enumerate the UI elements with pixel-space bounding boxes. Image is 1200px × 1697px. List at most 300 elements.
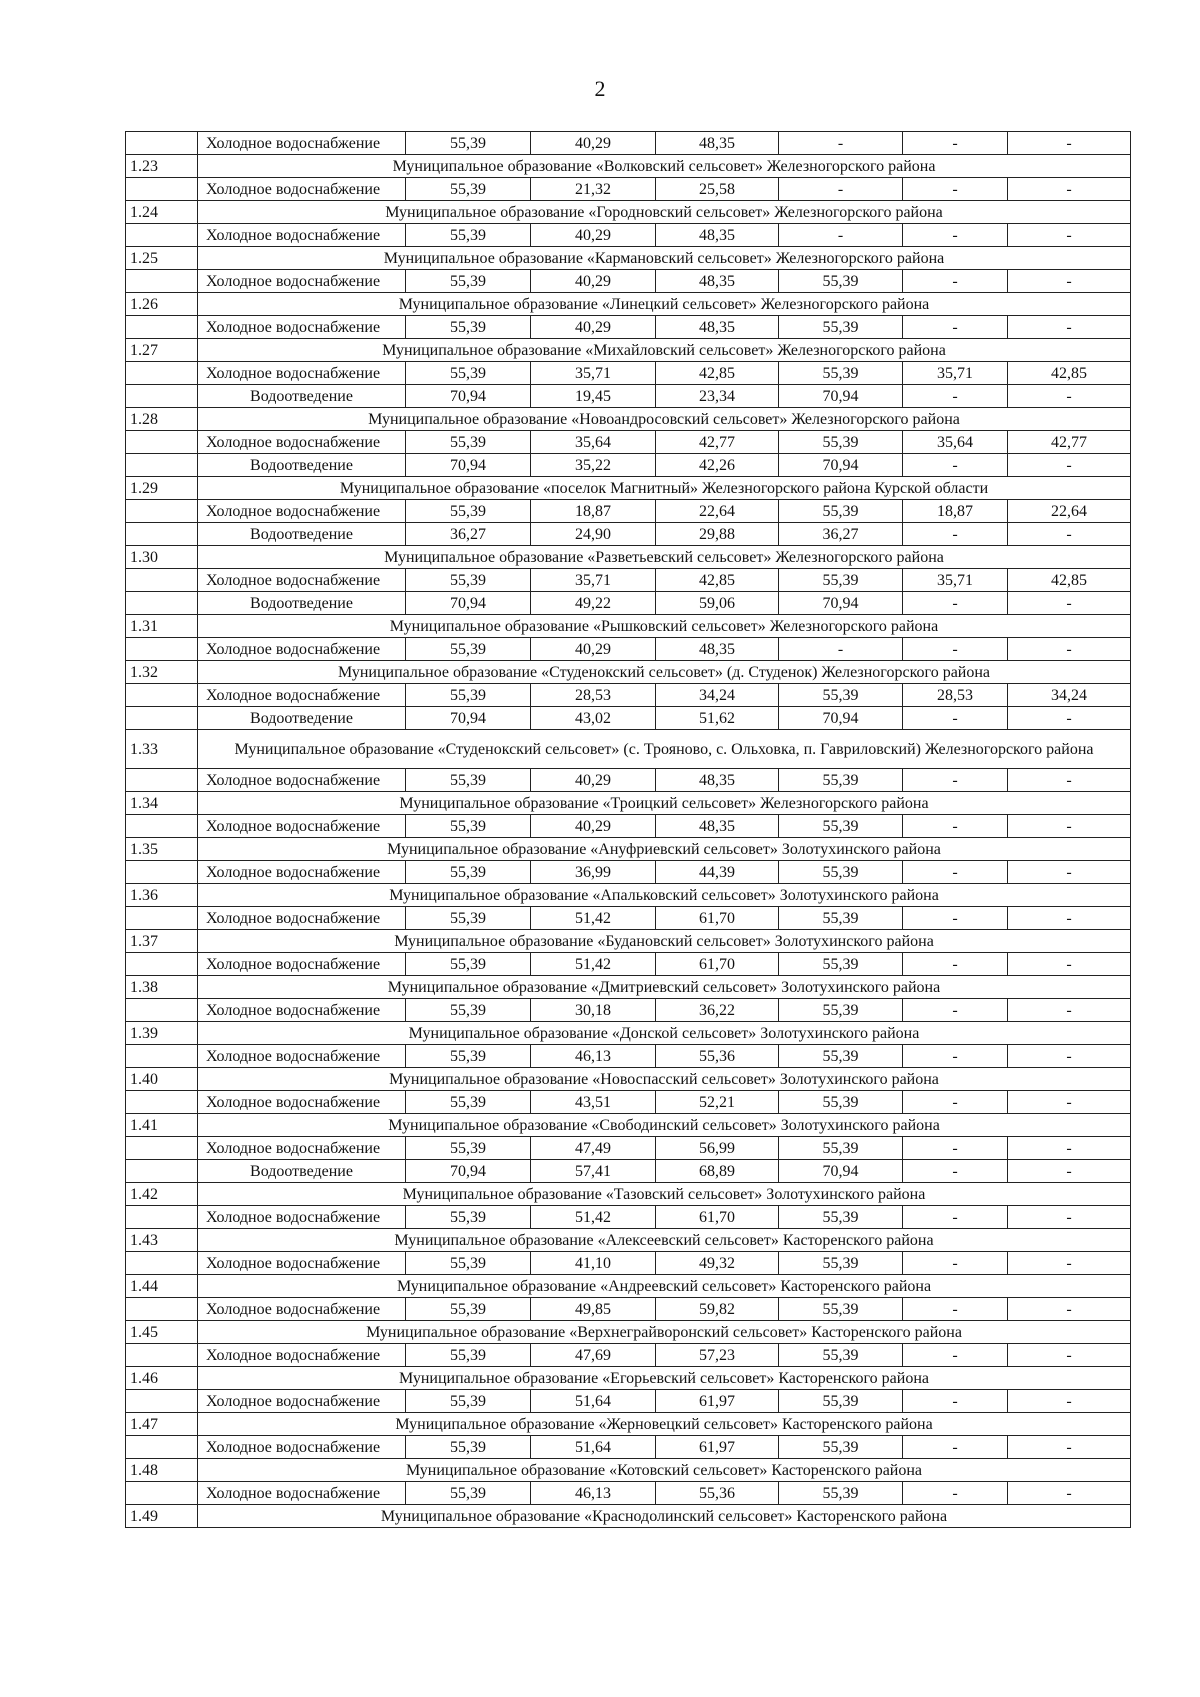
item-number: 1.40 — [126, 1068, 198, 1091]
item-number: 1.26 — [126, 293, 198, 316]
tariff-value: 55,39 — [779, 270, 903, 293]
tariff-value: 42,85 — [1008, 362, 1131, 385]
empty-number-cell — [126, 178, 198, 201]
municipality-name: Муниципальное образование «Городновский сельсовет» Железногорского района — [198, 201, 1131, 224]
tariff-value: - — [903, 385, 1008, 408]
tariff-value: - — [903, 454, 1008, 477]
tariff-value: 36,27 — [406, 523, 531, 546]
tariff-value: - — [903, 1390, 1008, 1413]
item-number: 1.46 — [126, 1367, 198, 1390]
tariff-value: - — [903, 1137, 1008, 1160]
empty-number-cell — [126, 707, 198, 730]
tariff-value: 55,39 — [406, 316, 531, 339]
municipality-name: Муниципальное образование «Михайловский сельсовет» Железногорского района — [198, 339, 1131, 362]
tariff-value: 55,39 — [406, 362, 531, 385]
empty-number-cell — [126, 431, 198, 454]
empty-number-cell — [126, 454, 198, 477]
tariff-value: 46,13 — [531, 1045, 656, 1068]
service-name: Холодное водоснабжение — [198, 684, 406, 707]
tariff-value: 61,70 — [656, 1206, 779, 1229]
tariff-value: 70,94 — [779, 385, 903, 408]
tariff-value: - — [1008, 815, 1131, 838]
tariff-value: 34,24 — [656, 684, 779, 707]
municipality-name: Муниципальное образование «Андреевский сельсовет» Касторенского района — [198, 1275, 1131, 1298]
municipality-name: Муниципальное образование «Волковский сельсовет» Железногорского района — [198, 155, 1131, 178]
service-name: Холодное водоснабжение — [198, 431, 406, 454]
empty-number-cell — [126, 1045, 198, 1068]
item-number: 1.34 — [126, 792, 198, 815]
tariff-value: 70,94 — [406, 385, 531, 408]
tariff-value: 55,39 — [779, 500, 903, 523]
tariff-value: - — [903, 1344, 1008, 1367]
item-number: 1.43 — [126, 1229, 198, 1252]
tariff-value: 42,85 — [656, 569, 779, 592]
empty-number-cell — [126, 132, 198, 155]
service-name: Холодное водоснабжение — [198, 1298, 406, 1321]
tariff-value: - — [903, 815, 1008, 838]
tariff-value: 55,39 — [406, 1482, 531, 1505]
tariff-value: 55,39 — [406, 1137, 531, 1160]
service-name: Холодное водоснабжение — [198, 1045, 406, 1068]
tariff-value: 51,42 — [531, 1206, 656, 1229]
tariff-value: - — [1008, 385, 1131, 408]
municipality-name: Муниципальное образование «Новоспасский сельсовет» Золотухинского района — [198, 1068, 1131, 1091]
municipality-name: Муниципальное образование «Жерновецкий сельсовет» Касторенского района — [198, 1413, 1131, 1436]
item-number: 1.29 — [126, 477, 198, 500]
tariff-value: 55,39 — [779, 815, 903, 838]
service-row — [126, 270, 1131, 293]
tariff-value: 70,94 — [779, 454, 903, 477]
municipality-name: Муниципальное образование «Апальковский сельсовет» Золотухинского района — [198, 884, 1131, 907]
service-row — [126, 815, 1131, 838]
service-row — [126, 769, 1131, 792]
tariff-value: - — [903, 769, 1008, 792]
tariff-value: 34,24 — [1008, 684, 1131, 707]
tariff-value: 49,22 — [531, 592, 656, 615]
tariff-value: - — [1008, 224, 1131, 247]
municipality-row — [126, 1229, 1131, 1252]
tariff-value: 55,39 — [406, 1045, 531, 1068]
tariff-value: 48,35 — [656, 316, 779, 339]
service-name: Холодное водоснабжение — [198, 1436, 406, 1459]
municipality-name: Муниципальное образование «Дмитриевский сельсовет» Золотухинского района — [198, 976, 1131, 999]
service-name: Холодное водоснабжение — [198, 569, 406, 592]
service-name: Холодное водоснабжение — [198, 132, 406, 155]
tariff-value: 35,71 — [903, 362, 1008, 385]
empty-number-cell — [126, 1390, 198, 1413]
tariff-value: 49,32 — [656, 1252, 779, 1275]
tariff-value: 51,42 — [531, 953, 656, 976]
service-name: Холодное водоснабжение — [198, 178, 406, 201]
empty-number-cell — [126, 815, 198, 838]
tariff-value: 35,22 — [531, 454, 656, 477]
service-name: Холодное водоснабжение — [198, 224, 406, 247]
service-row — [126, 638, 1131, 661]
municipality-row — [126, 293, 1131, 316]
service-row — [126, 454, 1131, 477]
tariff-value: - — [903, 907, 1008, 930]
service-row — [126, 1045, 1131, 1068]
empty-number-cell — [126, 1160, 198, 1183]
municipality-row — [126, 1321, 1131, 1344]
tariff-value: 19,45 — [531, 385, 656, 408]
tariff-value: 35,64 — [531, 431, 656, 454]
tariff-value: - — [1008, 769, 1131, 792]
tariff-value: - — [1008, 316, 1131, 339]
municipality-row — [126, 730, 1131, 769]
item-number: 1.32 — [126, 661, 198, 684]
tariff-value: 55,36 — [656, 1045, 779, 1068]
tariff-value: 55,39 — [779, 1252, 903, 1275]
tariff-value: 55,39 — [406, 638, 531, 661]
tariff-value: 51,42 — [531, 907, 656, 930]
empty-number-cell — [126, 907, 198, 930]
tariff-value: 51,64 — [531, 1436, 656, 1459]
tariff-value: 46,13 — [531, 1482, 656, 1505]
tariff-value: - — [903, 1206, 1008, 1229]
empty-number-cell — [126, 1206, 198, 1229]
empty-number-cell — [126, 500, 198, 523]
empty-number-cell — [126, 1298, 198, 1321]
tariff-value: - — [903, 999, 1008, 1022]
service-name: Холодное водоснабжение — [198, 1206, 406, 1229]
service-name: Холодное водоснабжение — [198, 953, 406, 976]
tariff-value: 42,77 — [1008, 431, 1131, 454]
tariff-value: 55,39 — [779, 1206, 903, 1229]
tariff-value: 35,71 — [531, 362, 656, 385]
service-name: Холодное водоснабжение — [198, 815, 406, 838]
tariff-value: 55,39 — [406, 500, 531, 523]
item-number: 1.33 — [126, 730, 198, 769]
service-row — [126, 385, 1131, 408]
municipality-row — [126, 1114, 1131, 1137]
tariff-table — [125, 131, 1131, 1528]
municipality-row — [126, 792, 1131, 815]
tariff-value: 43,02 — [531, 707, 656, 730]
tariff-value: 36,99 — [531, 861, 656, 884]
tariff-value: 55,39 — [406, 1206, 531, 1229]
tariff-value: 18,87 — [903, 500, 1008, 523]
service-name: Холодное водоснабжение — [198, 1482, 406, 1505]
municipality-name: Муниципальное образование «Котовский сельсовет» Касторенского района — [198, 1459, 1131, 1482]
tariff-value: - — [903, 1160, 1008, 1183]
tariff-value: - — [903, 224, 1008, 247]
tariff-value: 55,39 — [779, 1344, 903, 1367]
tariff-value: 55,39 — [406, 1344, 531, 1367]
municipality-name: Муниципальное образование «Свободинский сельсовет» Золотухинского района — [198, 1114, 1131, 1137]
municipality-name: Муниципальное образование «Будановский сельсовет» Золотухинского района — [198, 930, 1131, 953]
tariff-value: 55,39 — [779, 1091, 903, 1114]
tariff-value: 59,82 — [656, 1298, 779, 1321]
tariff-value: - — [903, 1045, 1008, 1068]
tariff-value: 48,35 — [656, 224, 779, 247]
tariff-value: - — [1008, 707, 1131, 730]
service-name: Холодное водоснабжение — [198, 769, 406, 792]
tariff-value: 35,71 — [531, 569, 656, 592]
service-row — [126, 1436, 1131, 1459]
service-name: Водоотведение — [198, 523, 406, 546]
tariff-value: 61,97 — [656, 1390, 779, 1413]
municipality-row — [126, 201, 1131, 224]
tariff-value: 41,10 — [531, 1252, 656, 1275]
empty-number-cell — [126, 769, 198, 792]
tariff-value: 48,35 — [656, 638, 779, 661]
tariff-value: 55,39 — [779, 362, 903, 385]
item-number: 1.23 — [126, 155, 198, 178]
municipality-name: Муниципальное образование «Алексеевский сельсовет» Касторенского района — [198, 1229, 1131, 1252]
service-name: Холодное водоснабжение — [198, 316, 406, 339]
tariff-value: 48,35 — [656, 769, 779, 792]
service-row — [126, 907, 1131, 930]
tariff-value: 70,94 — [406, 1160, 531, 1183]
tariff-value: - — [903, 638, 1008, 661]
service-row — [126, 1160, 1131, 1183]
tariff-value: 55,39 — [406, 907, 531, 930]
item-number: 1.41 — [126, 1114, 198, 1137]
tariff-value: - — [903, 270, 1008, 293]
empty-number-cell — [126, 1091, 198, 1114]
tariff-value: 51,64 — [531, 1390, 656, 1413]
tariff-value: 70,94 — [406, 454, 531, 477]
municipality-row — [126, 930, 1131, 953]
tariff-value: 55,39 — [406, 1436, 531, 1459]
item-number: 1.38 — [126, 976, 198, 999]
municipality-name: Муниципальное образование «Верхнеграйворонский сельсовет» Касторенского района — [198, 1321, 1131, 1344]
tariff-value: 36,22 — [656, 999, 779, 1022]
tariff-value: 42,85 — [1008, 569, 1131, 592]
service-name: Холодное водоснабжение — [198, 1390, 406, 1413]
tariff-value: 55,39 — [779, 316, 903, 339]
tariff-value: 49,85 — [531, 1298, 656, 1321]
tariff-value: 55,39 — [779, 684, 903, 707]
service-row — [126, 1091, 1131, 1114]
municipality-row — [126, 884, 1131, 907]
tariff-value: - — [1008, 454, 1131, 477]
tariff-value: 55,39 — [779, 907, 903, 930]
item-number: 1.36 — [126, 884, 198, 907]
tariff-value: 42,26 — [656, 454, 779, 477]
empty-number-cell — [126, 1252, 198, 1275]
tariff-value: 47,49 — [531, 1137, 656, 1160]
tariff-value: 29,88 — [656, 523, 779, 546]
empty-number-cell — [126, 224, 198, 247]
municipality-name: Муниципальное образование «Новоандросовский сельсовет» Железногорского района — [198, 408, 1131, 431]
tariff-value: - — [903, 953, 1008, 976]
tariff-value: 23,34 — [656, 385, 779, 408]
municipality-row — [126, 339, 1131, 362]
empty-number-cell — [126, 1482, 198, 1505]
tariff-value: 40,29 — [531, 638, 656, 661]
service-name: Водоотведение — [198, 385, 406, 408]
tariff-value: 55,39 — [406, 270, 531, 293]
service-name: Холодное водоснабжение — [198, 362, 406, 385]
service-row — [126, 953, 1131, 976]
tariff-value: 70,94 — [406, 592, 531, 615]
tariff-value: 55,39 — [406, 999, 531, 1022]
tariff-value: 18,87 — [531, 500, 656, 523]
tariff-value: - — [903, 1436, 1008, 1459]
service-row — [126, 500, 1131, 523]
tariff-value: 48,35 — [656, 270, 779, 293]
tariff-value: 70,94 — [779, 707, 903, 730]
municipality-row — [126, 155, 1131, 178]
tariff-value: - — [1008, 592, 1131, 615]
tariff-value: - — [1008, 953, 1131, 976]
tariff-value: 68,89 — [656, 1160, 779, 1183]
service-row — [126, 999, 1131, 1022]
tariff-value: - — [903, 178, 1008, 201]
tariff-value: 55,39 — [406, 178, 531, 201]
empty-number-cell — [126, 316, 198, 339]
service-row — [126, 569, 1131, 592]
tariff-value: - — [1008, 1482, 1131, 1505]
item-number: 1.30 — [126, 546, 198, 569]
municipality-name: Муниципальное образование «поселок Магнитный» Железногорского района Курской области — [198, 477, 1131, 500]
service-row — [126, 431, 1131, 454]
tariff-value: 40,29 — [531, 769, 656, 792]
tariff-value: 55,39 — [406, 684, 531, 707]
empty-number-cell — [126, 638, 198, 661]
empty-number-cell — [126, 569, 198, 592]
item-number: 1.48 — [126, 1459, 198, 1482]
tariff-value: - — [903, 1482, 1008, 1505]
municipality-row — [126, 1505, 1131, 1528]
service-row — [126, 316, 1131, 339]
tariff-value: 55,39 — [406, 224, 531, 247]
municipality-name: Муниципальное образование «Разветьевский сельсовет» Железногорского района — [198, 546, 1131, 569]
tariff-value: - — [1008, 1091, 1131, 1114]
service-row — [126, 523, 1131, 546]
tariff-value: 61,70 — [656, 953, 779, 976]
empty-number-cell — [126, 684, 198, 707]
empty-number-cell — [126, 270, 198, 293]
service-row — [126, 224, 1131, 247]
empty-number-cell — [126, 861, 198, 884]
tariff-value: 55,39 — [779, 953, 903, 976]
tariff-value: 35,64 — [903, 431, 1008, 454]
item-number: 1.47 — [126, 1413, 198, 1436]
tariff-value: - — [779, 178, 903, 201]
tariff-value: 24,90 — [531, 523, 656, 546]
tariff-value: 55,39 — [406, 815, 531, 838]
tariff-value: 59,06 — [656, 592, 779, 615]
tariff-value: - — [903, 861, 1008, 884]
service-name: Холодное водоснабжение — [198, 638, 406, 661]
service-row — [126, 1252, 1131, 1275]
tariff-value: 40,29 — [531, 815, 656, 838]
tariff-value: - — [903, 132, 1008, 155]
service-name: Холодное водоснабжение — [198, 861, 406, 884]
tariff-value: 55,39 — [406, 1298, 531, 1321]
tariff-value: - — [1008, 1252, 1131, 1275]
tariff-value: 25,58 — [656, 178, 779, 201]
tariff-value: 56,99 — [656, 1137, 779, 1160]
tariff-value: - — [903, 1091, 1008, 1114]
tariff-value: - — [1008, 638, 1131, 661]
tariff-value: 40,29 — [531, 316, 656, 339]
tariff-value: 70,94 — [406, 707, 531, 730]
service-row — [126, 1390, 1131, 1413]
tariff-value: 30,18 — [531, 999, 656, 1022]
municipality-row — [126, 838, 1131, 861]
tariff-value: - — [779, 224, 903, 247]
tariff-value: 48,35 — [656, 815, 779, 838]
municipality-row — [126, 1068, 1131, 1091]
tariff-value: 55,39 — [779, 861, 903, 884]
municipality-row — [126, 546, 1131, 569]
service-name: Холодное водоснабжение — [198, 270, 406, 293]
tariff-value: 21,32 — [531, 178, 656, 201]
tariff-value: - — [903, 316, 1008, 339]
tariff-value: - — [1008, 1298, 1131, 1321]
tariff-value: 70,94 — [779, 1160, 903, 1183]
service-name: Холодное водоснабжение — [198, 907, 406, 930]
municipality-row — [126, 1413, 1131, 1436]
empty-number-cell — [126, 999, 198, 1022]
empty-number-cell — [126, 1436, 198, 1459]
tariff-value: - — [1008, 861, 1131, 884]
municipality-row — [126, 615, 1131, 638]
service-row — [126, 1137, 1131, 1160]
municipality-name: Муниципальное образование «Линецкий сельсовет» Железногорского района — [198, 293, 1131, 316]
empty-number-cell — [126, 1137, 198, 1160]
tariff-value: - — [1008, 999, 1131, 1022]
tariff-value: - — [1008, 1344, 1131, 1367]
service-name: Холодное водоснабжение — [198, 1137, 406, 1160]
tariff-value: 22,64 — [656, 500, 779, 523]
service-row — [126, 178, 1131, 201]
tariff-value: - — [1008, 907, 1131, 930]
service-name: Водоотведение — [198, 454, 406, 477]
service-row — [126, 132, 1131, 155]
tariff-value: 40,29 — [531, 132, 656, 155]
empty-number-cell — [126, 1344, 198, 1367]
item-number: 1.25 — [126, 247, 198, 270]
item-number: 1.35 — [126, 838, 198, 861]
item-number: 1.44 — [126, 1275, 198, 1298]
tariff-value: 22,64 — [1008, 500, 1131, 523]
tariff-value: 57,23 — [656, 1344, 779, 1367]
service-row — [126, 1206, 1131, 1229]
service-row — [126, 707, 1131, 730]
tariff-value: 55,39 — [779, 769, 903, 792]
municipality-name: Муниципальное образование «Студенокский сельсовет» (д. Студенок) Железногорского района — [198, 661, 1131, 684]
tariff-value: 57,41 — [531, 1160, 656, 1183]
tariff-value: 36,27 — [779, 523, 903, 546]
tariff-value: 51,62 — [656, 707, 779, 730]
tariff-value: - — [1008, 178, 1131, 201]
municipality-row — [126, 1183, 1131, 1206]
tariff-value: 42,85 — [656, 362, 779, 385]
tariff-value: 55,39 — [779, 1045, 903, 1068]
tariff-value: 44,39 — [656, 861, 779, 884]
item-number: 1.42 — [126, 1183, 198, 1206]
item-number: 1.24 — [126, 201, 198, 224]
municipality-row — [126, 976, 1131, 999]
item-number: 1.31 — [126, 615, 198, 638]
tariff-value: 35,71 — [903, 569, 1008, 592]
municipality-name: Муниципальное образование «Троицкий сельсовет» Железногорского района — [198, 792, 1131, 815]
tariff-value: 55,39 — [779, 1298, 903, 1321]
tariff-value: 55,39 — [406, 769, 531, 792]
service-name: Холодное водоснабжение — [198, 1344, 406, 1367]
municipality-row — [126, 661, 1131, 684]
tariff-value: 40,29 — [531, 270, 656, 293]
item-number: 1.39 — [126, 1022, 198, 1045]
service-name: Водоотведение — [198, 707, 406, 730]
municipality-row — [126, 1022, 1131, 1045]
municipality-name: Муниципальное образование «Егорьевский сельсовет» Касторенского района — [198, 1367, 1131, 1390]
